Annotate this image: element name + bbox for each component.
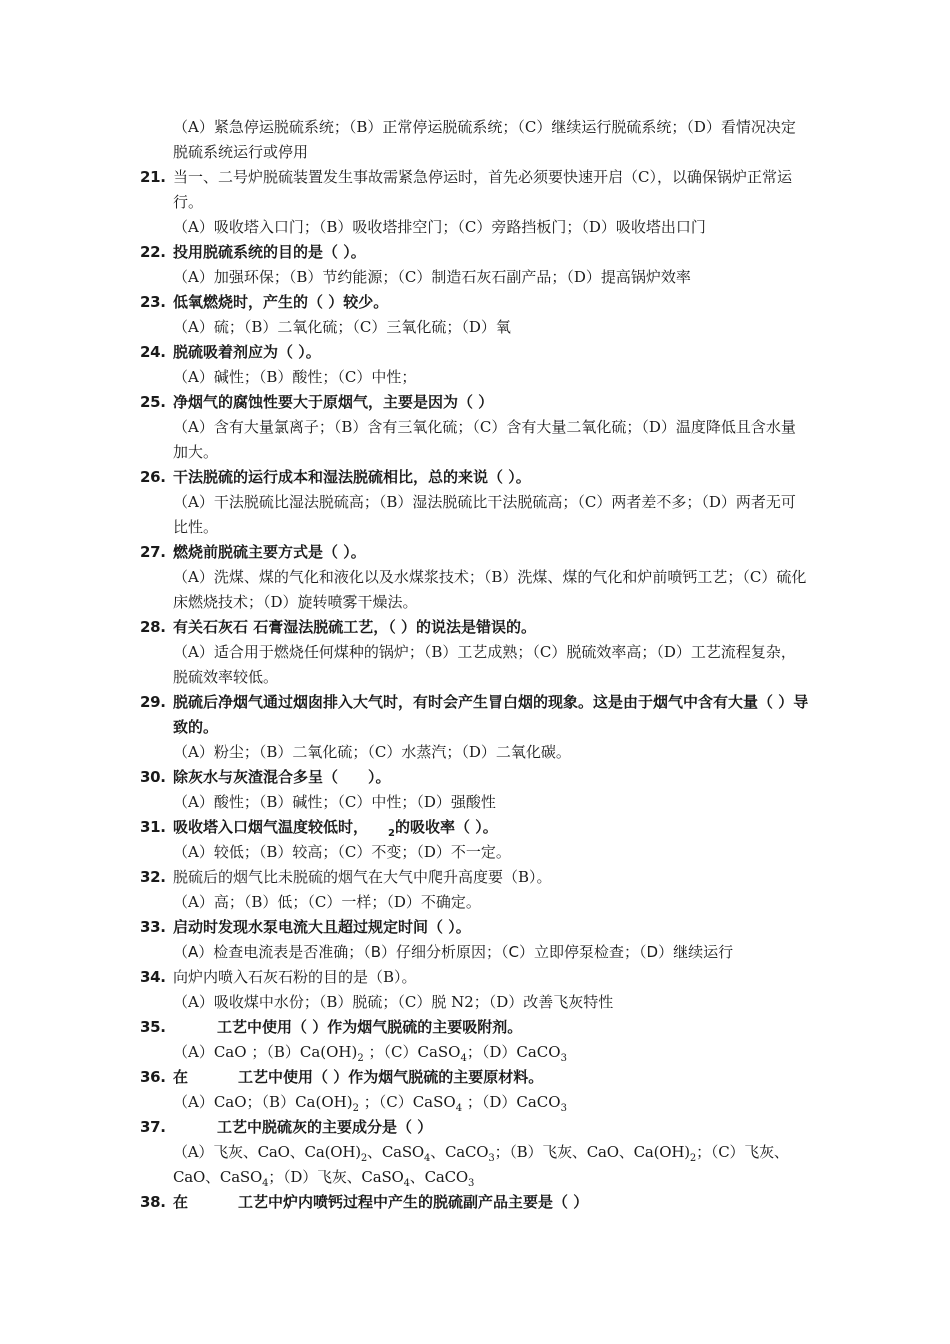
question-number: 38. [140,1193,166,1211]
question-number: 21. [140,168,166,186]
question-text: 投用脱硫系统的目的是（ ）。 [173,243,366,261]
q31-options: （A）较低；（B）较高；（C）不变；（D）不一定。 [173,843,511,861]
question-23 [140,290,810,315]
q34-options: （A）吸收煤中水份；（B）脱硫；（C）脱 N2；（D）改善飞灰特性 [173,993,614,1011]
question-number: 25. [140,393,166,411]
question-text: 在 工艺中炉内喷钙过程中产生的脱硫副产品主要是（ ） [173,1193,589,1211]
question-number: 24. [140,343,166,361]
q23-options: （A）硫；（B）二氧化硫；（C）三氧化硫；（D）氧 [173,318,511,336]
q25-options: （A）含有大量氯离子；（B）含有三氧化硫；（C）含有大量二氧化硫；（D）温度降低且含水量加大。 [173,418,796,461]
question-text: 在 工艺中使用（ ）作为烟气脱硫的主要原材料。 [173,1068,544,1086]
question-number: 36. [140,1068,166,1086]
question-number: 37. [140,1118,166,1136]
question-38 [140,1190,810,1215]
question-text: 脱硫后的烟气比未脱硫的烟气在大气中爬升高度要（B）。 [173,868,552,886]
question-32 [140,865,810,890]
q24-options: （A）碱性；（B）酸性；（C）中性； [173,368,417,386]
question-number: 33. [140,918,166,936]
q36-options: （A）CaO；$(B)Ca(OH)_2$ ；（C）CaSO$_4$ ；（D）CaCO$_3$ [173,1093,567,1114]
question-27 [140,540,810,565]
question-text: 除灰水与灰渣混合多呈（ ）。 [173,768,391,786]
question-35 [140,1015,810,1040]
q27-options: （A）洗煤、煤的气化和液化以及水煤浆技术；（B）洗煤、煤的气化和炉前喷钙工艺；（C）硫化床燃烧技术；（D）旋转喷雾干燥法。 [173,568,807,611]
question-text: 脱硫吸着剂应为（ ）。 [173,343,321,361]
question-text: 低氧燃烧时，产生的（ ）较少。 [173,293,389,311]
question-number: 23. [140,293,166,311]
question-text: 干法脱硫的运行成本和湿法脱硫相比，总的来说（ ）。 [173,468,531,486]
question-29 [140,690,810,740]
question-number: 34. [140,968,166,986]
question-text: 当一、二号炉脱硫装置发生事故需紧急停运时，首先必须要快速开启（C），以确保锅炉正常运行。 [173,168,792,211]
question-text: 启动时发现水泵电流大且超过规定时间（ ）。 [173,918,471,936]
question-text: 有关石灰石 石膏湿法脱硫工艺，（ ）的说法是错误的。 [173,618,536,636]
question-number: 28. [140,618,166,636]
question-text: 燃烧前脱硫主要方式是（ ）。 [173,543,366,561]
q28-options: （A）适合用于燃烧任何煤种的锅炉；（B）工艺成熟；（C）脱硫效率高；（D）工艺流程复杂，脱硫效率较低。 [173,643,796,686]
question-24 [140,340,810,365]
question-text: 向炉内喷入石灰石粉的目的是（B）。 [173,968,417,986]
q30-options: （A）酸性；（B）碱性；（C）中性；（D）强酸性 [173,793,496,811]
question-number: 22. [140,243,166,261]
q32-options: （A）高；（B）低；（C）一样；（D）不确定。 [173,893,481,911]
q20-options: （A）紧急停运脱硫系统；（B）正常停运脱硫系统；（C）继续运行脱硫系统；（D）看情况决定脱硫系统运行或停用 [173,118,796,161]
question-text: 工艺中脱硫灰的主要成分是（ ） [217,1118,433,1136]
question-text: 工艺中使用（ ）作为烟气脱硫的主要吸附剂。 [217,1018,523,1036]
question-text: 净烟气的腐蚀性要大于原烟气，主要是因为（ ） [173,393,494,411]
question-number: 29. [140,693,166,711]
question-number: 35. [140,1018,166,1036]
question-text: 脱硫后净烟气通过烟囱排入大气时，有时会产生冒白烟的现象。这是由于烟气中含有大量（ ）导致的。 [173,693,809,736]
question-number: 30. [140,768,166,786]
question-text: 吸收塔入口烟气温度较低时， $_2$的吸收率（ ）。 [173,818,498,839]
question-22 [140,240,810,265]
question-number: 27. [140,543,166,561]
question-21 [140,165,810,215]
question-26 [140,465,810,490]
question-36 [140,1065,810,1090]
question-30 [140,765,810,790]
q29-options: （A）粉尘；（B）二氧化硫；（C）水蒸汽；（D）二氧化碳。 [173,743,571,761]
question-number: 31. [140,818,166,836]
q35-options: （A）CaO ；$(B)Ca(OH)_2$ ；（C）CaSO$_4$；（D）CaCO$_3$ [173,1043,567,1064]
question-37 [140,1115,810,1140]
q26-options: （A）干法脱硫比湿法脱硫高；（B）湿法脱硫比干法脱硫高；（C）两者差不多；（D）两者无可比性。 [173,493,796,536]
question-25 [140,390,810,415]
q33-options: （A）检查电流表是否准确；（B）仔细分析原因；（C）立即停泵检查；（D）继续运行 [173,943,734,961]
question-number: 32. [140,868,166,886]
question-31 [140,815,810,840]
question-34 [140,965,810,990]
question-28 [140,615,810,640]
q21-options: （A）吸收塔入口门；（B）吸收塔排空门；（C）旁路挡板门；（D）吸收塔出口门 [173,218,706,236]
q37-options: （A）飞灰、CaO、$Ca(OH)_2$、CaSO$_4$、CaCO$_3$；（B）飞灰、CaO、$Ca(OH)_2$；（C）飞灰、 CaO、CaSO$_4$；（D）飞灰、CaSO$_4$、CaCO$_3$ [173,1143,789,1189]
question-number: 26. [140,468,166,486]
question-list [140,115,810,1215]
question-33 [140,915,810,940]
q22-options: （A）加强环保；（B）节约能源；（C）制造石灰石副产品；（D）提高锅炉效率 [173,268,691,286]
